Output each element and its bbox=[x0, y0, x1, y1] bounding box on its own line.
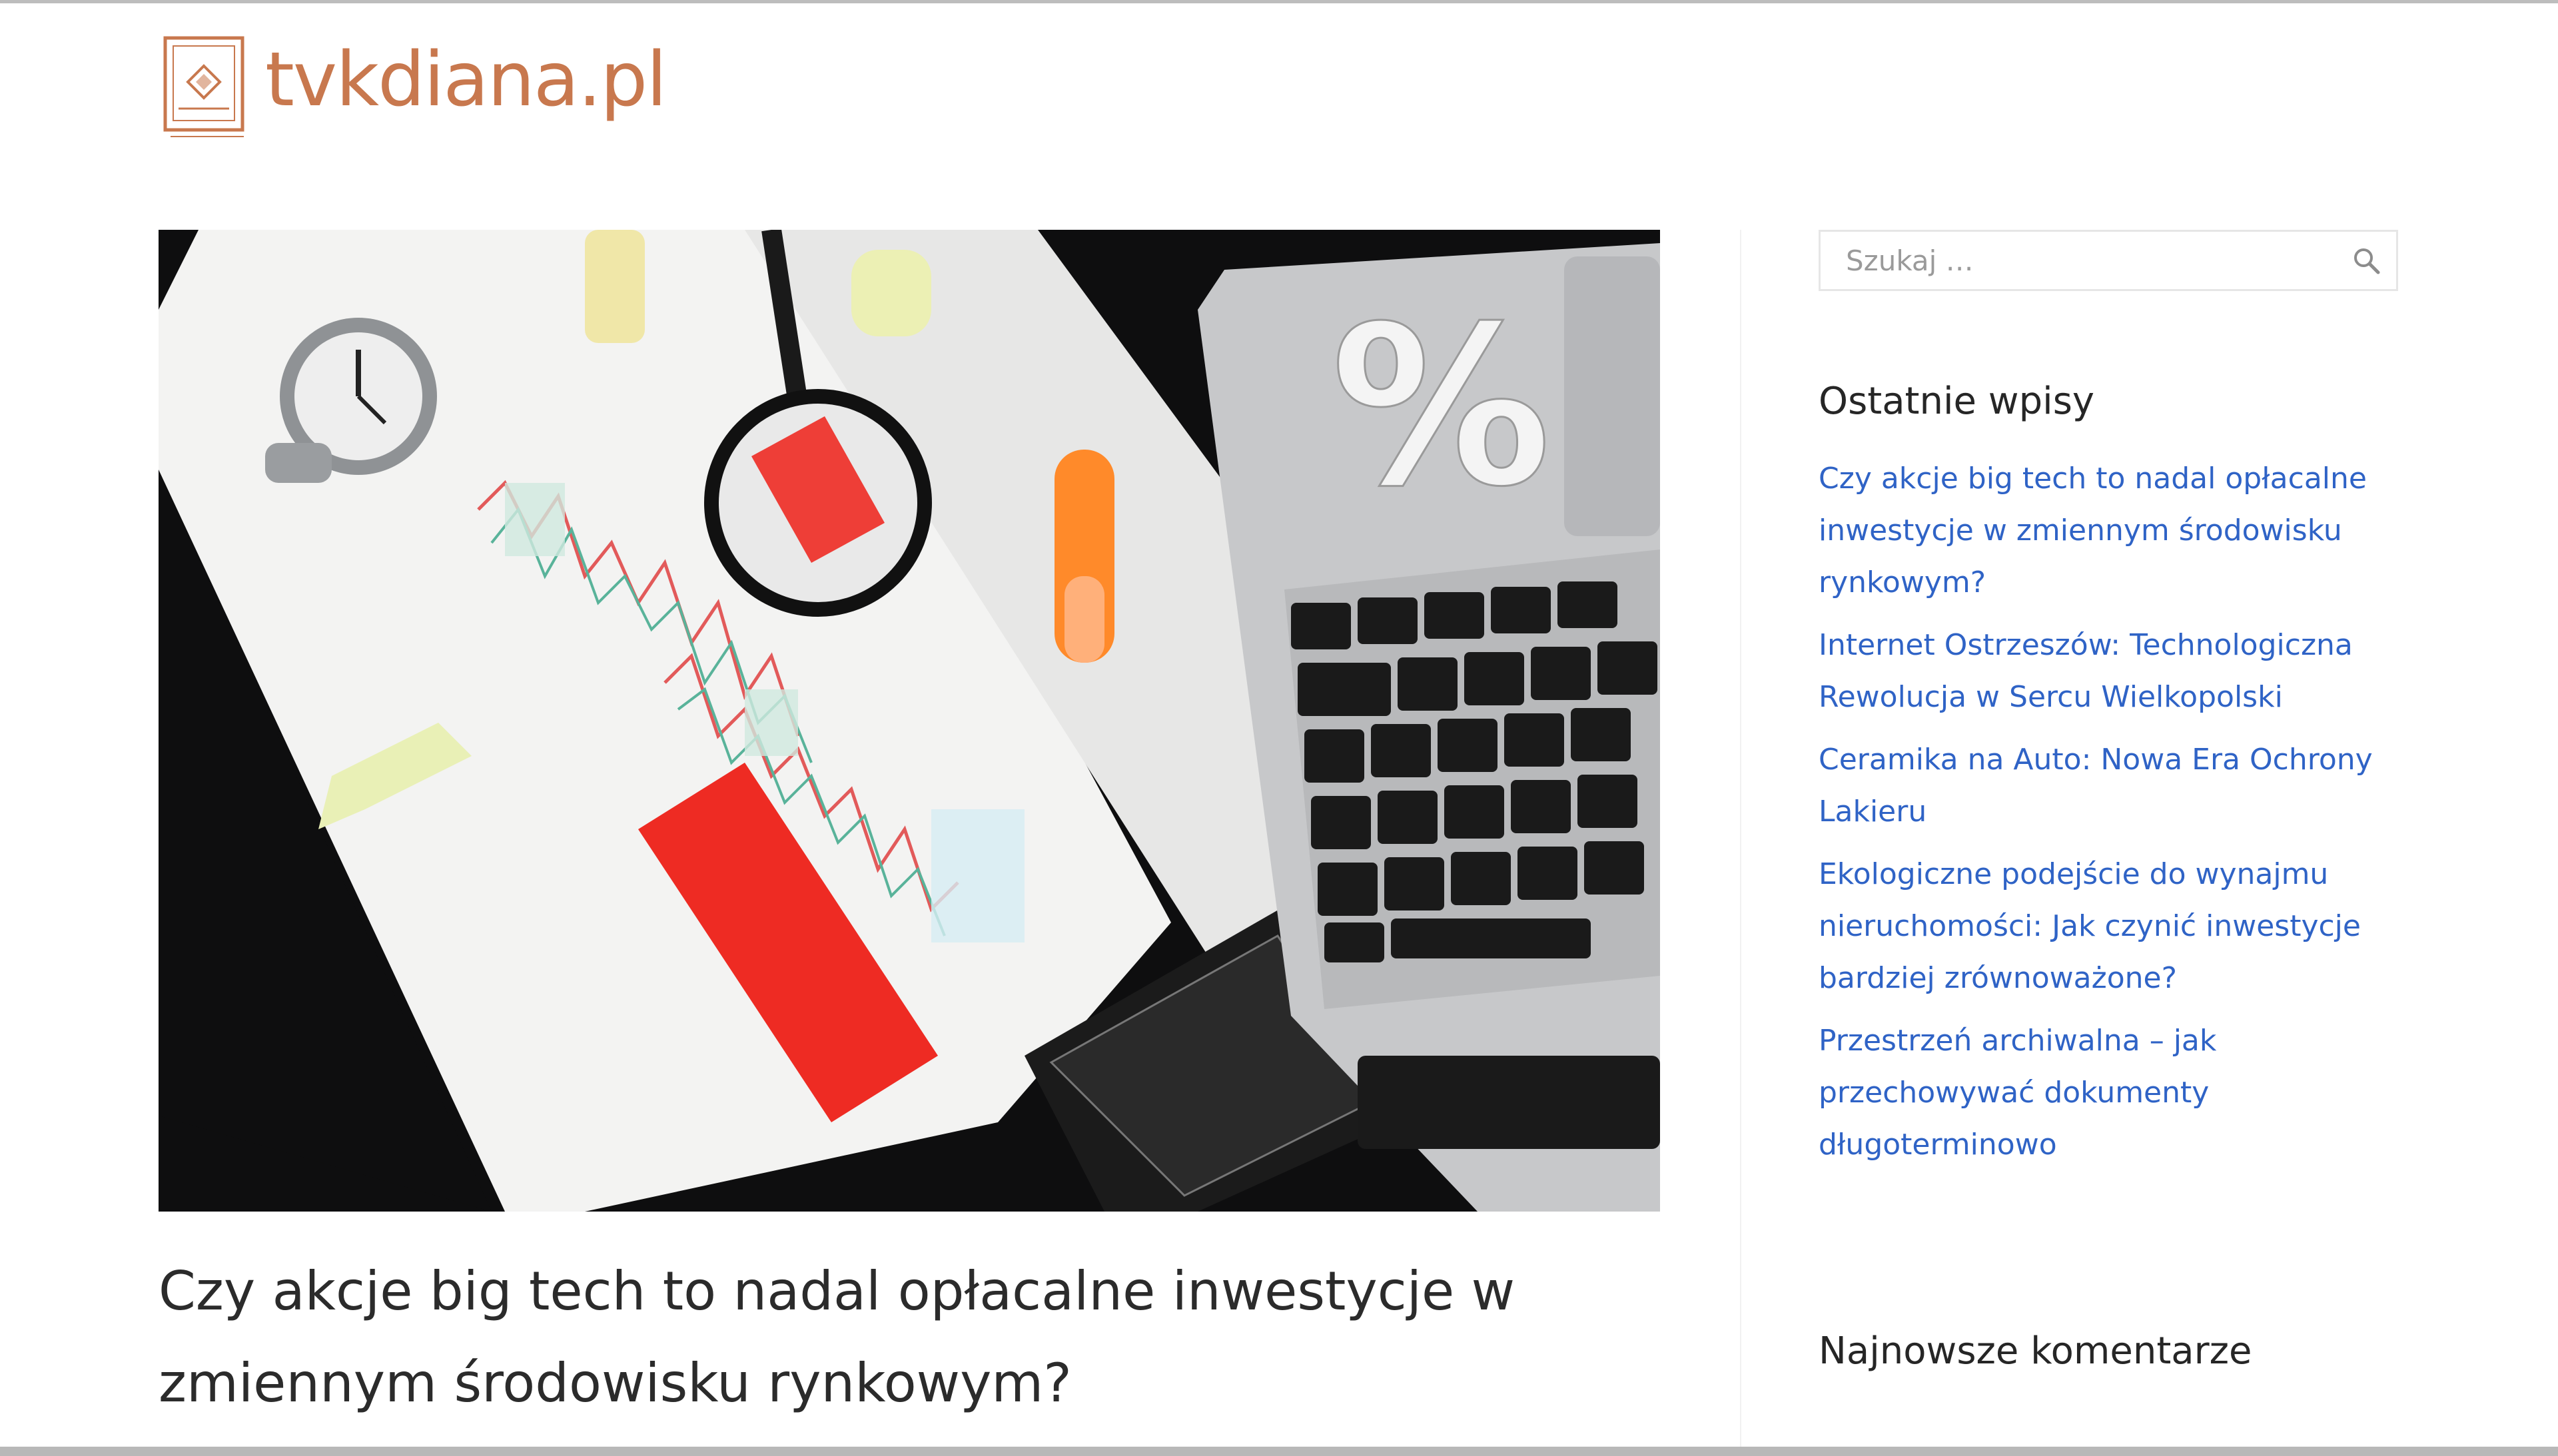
list-item bbox=[1819, 849, 2405, 1004]
post-title[interactable]: Czy akcje big tech to nadal opłacalne inwestycje w zmiennym środowisku rynkowym? bbox=[159, 1260, 1515, 1414]
recent-post-link[interactable]: Przestrzeń archiwalna – jak przechowywać dokumenty długoterminowo bbox=[1819, 1024, 2217, 1162]
percent-symbol: % bbox=[1331, 279, 1551, 535]
list-item bbox=[1819, 619, 2405, 723]
logo-icon bbox=[159, 34, 249, 142]
recent-post-link[interactable]: Internet Ostrzeszów: Technologiczna Rewolucja w Sercu Wielkopolski bbox=[1819, 628, 2353, 714]
recent-posts-heading: Ostatnie wpisy bbox=[1819, 380, 2095, 423]
search-icon bbox=[2351, 246, 2381, 275]
recent-post-link[interactable]: Ceramika na Auto: Nowa Era Ochrony Lakieru bbox=[1819, 743, 2373, 829]
site-title[interactable]: tvkdiana.pl bbox=[265, 37, 666, 123]
site-brand[interactable] bbox=[159, 32, 665, 144]
list-item bbox=[1819, 453, 2405, 609]
list-item bbox=[1819, 1015, 2405, 1171]
recent-comments-heading: Najnowsze komentarze bbox=[1819, 1329, 2252, 1373]
search-form bbox=[1819, 230, 2398, 291]
recent-posts-list bbox=[1819, 453, 2405, 1182]
top-border bbox=[0, 0, 2558, 3]
column-divider bbox=[1740, 230, 1741, 1447]
search-input[interactable] bbox=[1845, 233, 2336, 288]
recent-post-link[interactable]: Ekologiczne podejście do wynajmu nieruchomości: Jak czynić inwestycje bardziej zrównoważone? bbox=[1819, 857, 2361, 995]
bottom-border bbox=[0, 1447, 2558, 1456]
search-button[interactable] bbox=[2336, 232, 2396, 289]
recent-post-link[interactable]: Czy akcje big tech to nadal opłacalne inwestycje w zmiennym środowisku rynkowym? bbox=[1819, 462, 2367, 599]
featured-image[interactable] bbox=[159, 230, 1660, 1212]
list-item bbox=[1819, 734, 2405, 838]
